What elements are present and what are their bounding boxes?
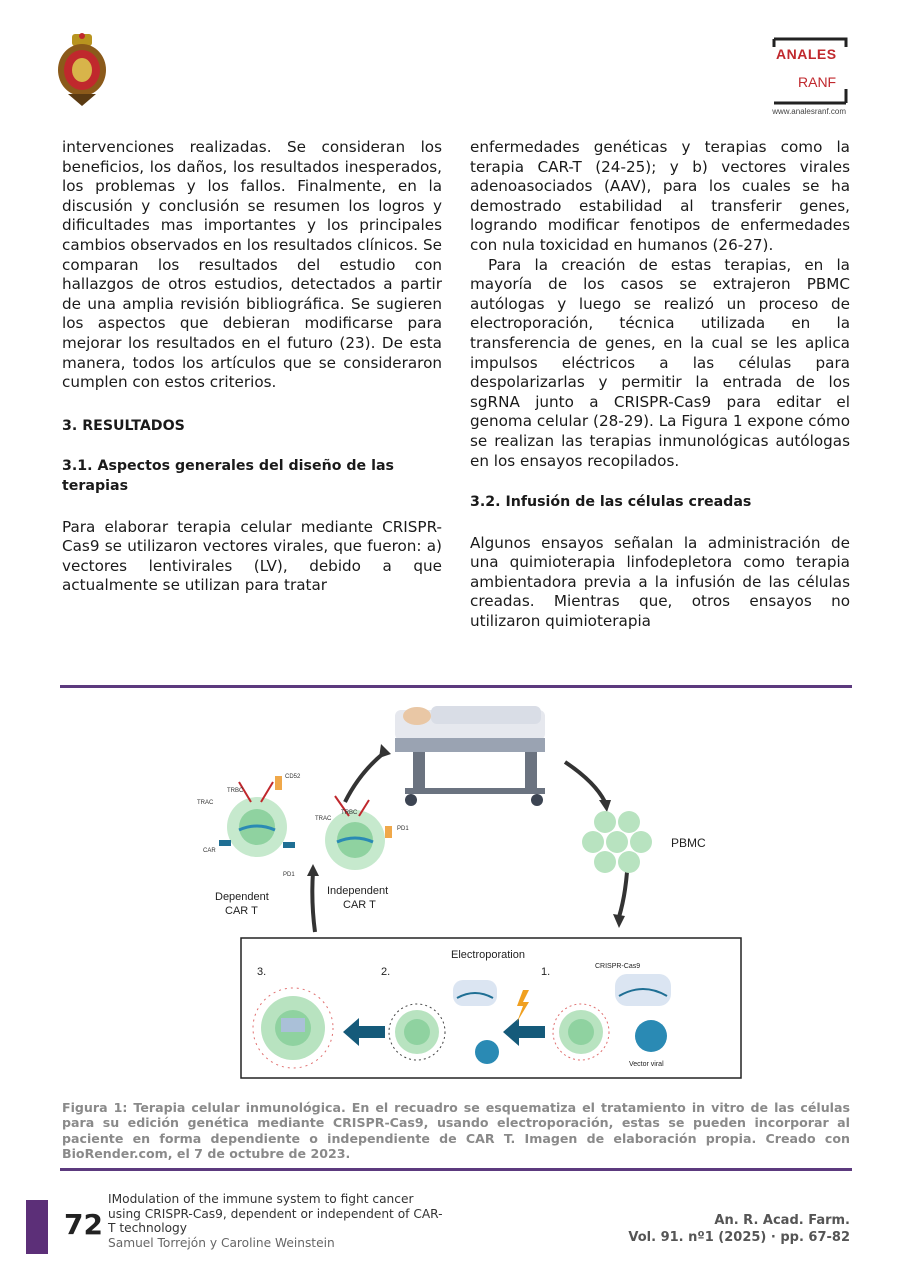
journal-subname: RANF bbox=[798, 74, 837, 90]
dependent-label-line2: CAR T bbox=[225, 905, 258, 917]
dependent-label-line1: Dependent bbox=[215, 891, 269, 903]
vector-viral-label: Vector viral bbox=[629, 1061, 664, 1068]
right-paragraph-1: enfermedades genéticas y terapias como la terapia CAR-T (24-25); y b) vectores virales adenoasociados (AAV), para los cuales se ha demostrado estabilidad al transferir genes, logrando modificar fenotipos de enfermedades con nula toxicidad en humanos (26-27). bbox=[470, 138, 850, 254]
section-heading-results: 3. RESULTADOS bbox=[62, 417, 185, 434]
trbc-label-independent: TRBC bbox=[341, 810, 358, 816]
pbmc-label: PBMC bbox=[671, 836, 706, 850]
footer-article-title bbox=[108, 1192, 448, 1250]
pd1-label-dependent: PD1 bbox=[283, 872, 295, 878]
viral-vector-icon bbox=[635, 1020, 667, 1052]
trac-label-dependent: TRAC bbox=[197, 800, 214, 806]
right-column bbox=[470, 138, 850, 632]
step-3-label: 3. bbox=[257, 966, 267, 978]
independent-car-t-cell bbox=[325, 796, 392, 870]
right-paragraph-2: Para la creación de estas terapias, en la mayoría de los casos se extrajeron PBMC autólogas y luego se realizó un proceso de electroporación, técnica utilizada en la transferencia de genes, en la cual se les aplica impulsos eléctricos a las células para despolarizarlas y permitir la entrada de los sgRNA junto a CRISPR-Cas9 para editar el genoma celular (28-29). La Figura 1 expone cómo se realizan las terapias inmunológicas autólogas en los ensayos recopilados. bbox=[470, 255, 850, 470]
pd1-label-independent: PD1 bbox=[397, 826, 409, 832]
left-paragraph-1: intervenciones realizadas. Se consideran los beneficios, los daños, los resultados inesperados, los problemas y los fallos. Finalmente, en la discusión y conclusión se resumen los logros y dificultades mas importantes y los principales cambios observados en los resultados clínicos. Se comparan los resultados del estudio con hallazgos de otros estudios, detectados a partir de una amplia revisión bibliográfica. Se sugieren los aspectos que debieran modificarse para mejorar los resultados en el futuro (23). De esta manera, todos los artículos que se consideraron cumplen con estos criterios. bbox=[62, 138, 442, 392]
arrow-to-car-t bbox=[312, 872, 315, 932]
journal-logo bbox=[770, 37, 850, 115]
crispr-complex-icon-step-2 bbox=[453, 980, 497, 1006]
patient-bed-icon bbox=[395, 706, 545, 806]
footer-journal-name: An. R. Acad. Farm. bbox=[714, 1213, 850, 1228]
left-paragraph-2: Para elaborar terapia celular mediante CRISPR-Cas9 se utilizaron vectores virales, que fueron: a) vectores lentivirales (LV), debido a que actualmente se utilizan para tratar bbox=[62, 517, 442, 595]
step-2-label: 2. bbox=[381, 966, 391, 978]
figure-top-rule bbox=[60, 685, 852, 688]
journal-website: www.analesranf.com bbox=[772, 107, 846, 116]
step-1-label: 1. bbox=[541, 966, 551, 978]
footer-accent-block bbox=[26, 1200, 48, 1254]
left-column bbox=[62, 138, 442, 596]
footer-title-text: IModulation of the immune system to fight cancer using CRISPR-Cas9, dependent or independent of CAR-T technology bbox=[108, 1192, 443, 1236]
caption-bottom-rule bbox=[60, 1168, 852, 1171]
viral-vector-icon-step-2 bbox=[475, 1040, 499, 1064]
pbmc-cell-cluster bbox=[582, 811, 652, 873]
arrow-to-electroporation bbox=[619, 872, 627, 917]
footer-volume: Vol. 91. nº1 (2025) · pp. 67-82 bbox=[628, 1230, 850, 1245]
crispr-complex-icon-step-1 bbox=[615, 974, 671, 1006]
trbc-label-dependent: TRBC bbox=[227, 788, 244, 794]
car-label-dependent: CAR bbox=[203, 848, 216, 854]
figure-1-caption: Figura 1: Terapia celular inmunológica. En el recuadro se esquematiza el tratamiento in vitro de las células para su edición genética mediante CRISPR-Cas9, usando electroporación, estas se pueden incorporar al paciente en forma dependiente o independiente de CAR T. Imagen de elaboración propia. Creado con BioRender.com, el 7 de octubre de 2023. bbox=[62, 1100, 850, 1162]
independent-label-line2: CAR T bbox=[343, 899, 376, 911]
arrow-to-pbmc bbox=[565, 762, 605, 802]
crispr-cas9-label: CRISPR-Cas9 bbox=[595, 963, 641, 970]
electroporation-label: Electroporation bbox=[451, 949, 525, 961]
subsection-heading-3-2: 3.2. Infusión de las células creadas bbox=[470, 494, 752, 511]
subsection-heading-3-1: 3.1. Aspectos generales del diseño de las terapias bbox=[62, 458, 394, 494]
academy-crest-logo bbox=[52, 30, 112, 110]
footer-authors: Samuel Torrejón y Caroline Weinstein bbox=[108, 1235, 335, 1250]
figure-1-illustration bbox=[195, 692, 755, 1092]
arrow-to-bed bbox=[345, 752, 385, 802]
footer-journal-reference bbox=[628, 1212, 850, 1246]
trac-label-independent: TRAC bbox=[315, 816, 332, 822]
right-paragraph-3: Algunos ensayos señalan la administración de una quimioterapia linfodepletora como terapia ambientadora previa a la infusión de las células creadas. Mientras que, otros ensayos no utilizaron quimioterapia bbox=[470, 533, 850, 631]
independent-label-line1: Independent bbox=[327, 885, 389, 897]
page-number: 72 bbox=[64, 1208, 103, 1241]
cd52-label: CD52 bbox=[285, 774, 301, 780]
journal-name: ANALES bbox=[776, 46, 837, 62]
